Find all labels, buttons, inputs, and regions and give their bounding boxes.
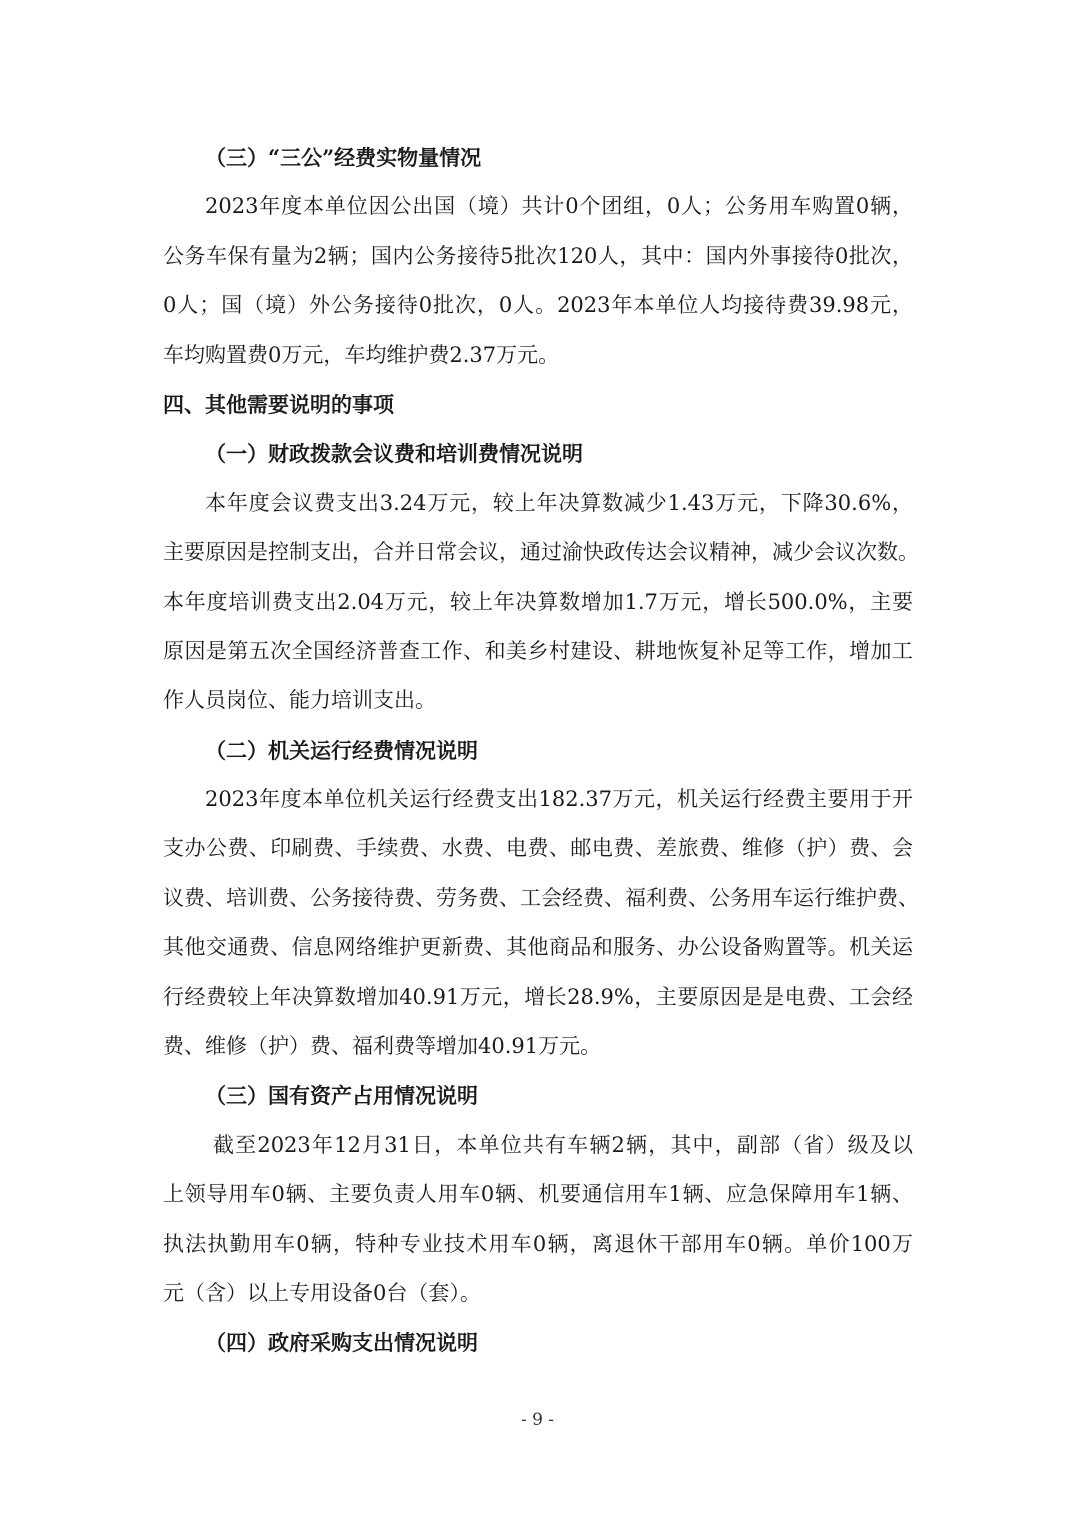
paragraph-line: 截至2023年12月31日，本单位共有车辆2辆，其中，副部（省）级及以 <box>213 1132 913 1157</box>
paragraph-line: 其他交通费、信息网络维护更新费、其他商品和服务、办公设备购置等。机关运 <box>163 935 913 960</box>
paragraph-line: 本年度培训费支出2.04万元，较上年决算数增加1.7万元，增长500.0%，主要 <box>163 589 913 614</box>
section-heading-meeting-training: （一）财政拨款会议费和培训费情况说明 <box>205 441 583 467</box>
paragraph-line: 2023年度本单位机关运行经费支出182.37万元，机关运行经费主要用于开 <box>205 787 913 812</box>
paragraph-line: 元（含）以上专用设备0台（套）。 <box>163 1280 481 1305</box>
paragraph-line: 本年度会议费支出3.24万元，较上年决算数减少1.43万元，下降30.6%， <box>205 490 913 515</box>
paragraph-line: 作人员岗位、能力培训支出。 <box>163 688 436 713</box>
paragraph-line: 原因是第五次全国经济普查工作、和美乡村建设、耕地恢复补足等工作，增加工 <box>163 638 913 663</box>
section-heading-sangong-quantity: （三）“三公”经费实物量情况 <box>205 145 482 170</box>
paragraph-line: 公务车保有量为2辆；国内公务接待5批次120人，其中：国内外事接待0批次， <box>163 243 913 268</box>
paragraph-line: 主要原因是控制支出，合并日常会议，通过渝快政传达会议精神，减少会议次数。 <box>163 540 919 565</box>
paragraph-line: 议费、培训费、公务接待费、劳务费、工会经费、福利费、公务用车运行维护费、 <box>163 885 919 910</box>
section-heading-operating-expenses: （二）机关运行经费情况说明 <box>205 737 478 763</box>
document-body <box>163 133 919 1368</box>
paragraph-line: 费、维修（护）费、福利费等增加40.91万元。 <box>163 1034 602 1059</box>
paragraph-line: 上领导用车0辆、主要负责人用车0辆、机要通信用车1辆、应急保障用车1辆、 <box>163 1182 913 1207</box>
section-heading-government-procurement: （四）政府采购支出情况说明 <box>205 1330 478 1356</box>
paragraph-line: 行经费较上年决算数增加40.91万元，增长28.9%，主要原因是是电费、工会经 <box>163 984 913 1009</box>
paragraph-line: 执法执勤用车0辆，特种专业技术用车0辆，离退休干部用车0辆。单价100万 <box>163 1231 913 1256</box>
paragraph-line: 车均购置费0万元，车均维护费2.37万元。 <box>163 342 560 367</box>
page-number: - 9 - <box>520 1410 555 1430</box>
paragraph-line: 支办公费、印刷费、手续费、水费、电费、邮电费、差旅费、维修（护）费、会 <box>163 836 913 861</box>
paragraph-line: 2023年度本单位因公出国（境）共计0个团组，0人；公务用车购置0辆， <box>205 194 913 219</box>
section-heading-state-assets: （三）国有资产占用情况说明 <box>205 1083 478 1109</box>
paragraph-line: 0人；国（境）外公务接待0批次，0人。2023年本单位人均接待费39.98元， <box>163 293 913 318</box>
chapter-heading-other-matters: 四、其他需要说明的事项 <box>163 391 394 417</box>
